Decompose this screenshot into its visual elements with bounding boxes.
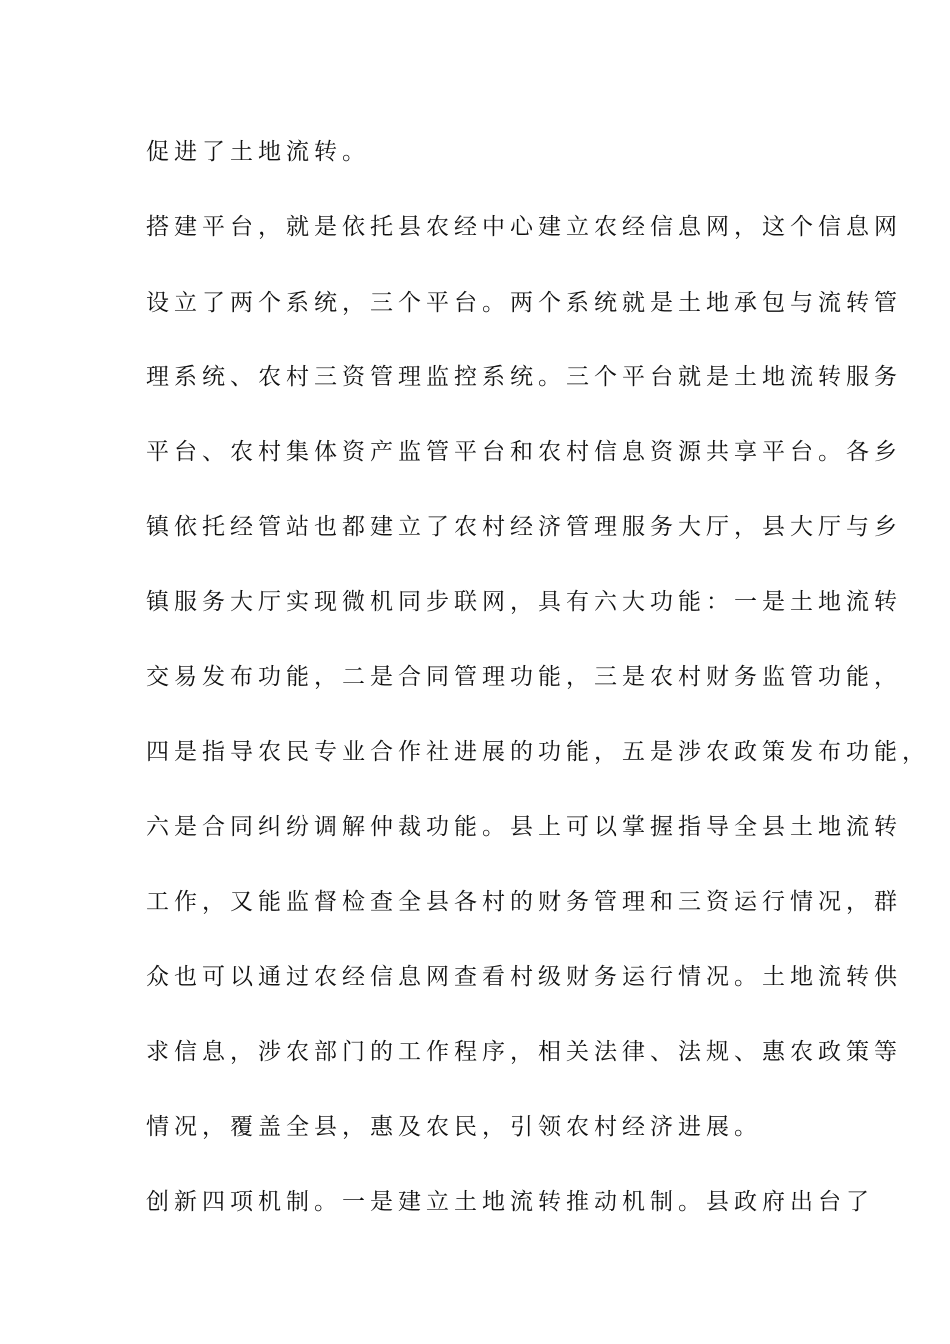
text-line-2: 搭建平台，就是依托县农经中心建立农经信息网，这个信息网 (146, 214, 902, 240)
text-line-1: 促进了土地流转。 (146, 139, 370, 165)
text-line-4: 理系统、农村三资管理监控系统。三个平台就是土地流转服务 (146, 364, 902, 390)
text-line-14: 情况，覆盖全县，惠及农民，引领农村经济进展。 (146, 1114, 762, 1140)
text-line-10: 六是合同纠纷调解仲裁功能。县上可以掌握指导全县土地流转 (146, 814, 902, 840)
text-line-9: 四是指导农民专业合作社进展的功能，五是涉农政策发布功能， (146, 739, 930, 765)
text-line-5: 平台、农村集体资产监管平台和农村信息资源共享平台。各乡 (146, 439, 902, 465)
text-line-8: 交易发布功能，二是合同管理功能，三是农村财务监管功能， (146, 664, 902, 690)
text-line-15: 创新四项机制。一是建立土地流转推动机制。县政府出台了 (146, 1189, 874, 1215)
text-line-6: 镇依托经管站也都建立了农村经济管理服务大厅，县大厅与乡 (146, 514, 902, 540)
text-line-12: 众也可以通过农经信息网查看村级财务运行情况。土地流转供 (146, 964, 902, 990)
text-line-11: 工作，又能监督检查全县各村的财务管理和三资运行情况，群 (146, 889, 902, 915)
text-line-7: 镇服务大厅实现微机同步联网，具有六大功能：一是土地流转 (146, 589, 902, 615)
text-line-13: 求信息，涉农部门的工作程序，相关法律、法规、惠农政策等 (146, 1039, 902, 1065)
text-line-3: 设立了两个系统，三个平台。两个系统就是土地承包与流转管 (146, 290, 902, 316)
